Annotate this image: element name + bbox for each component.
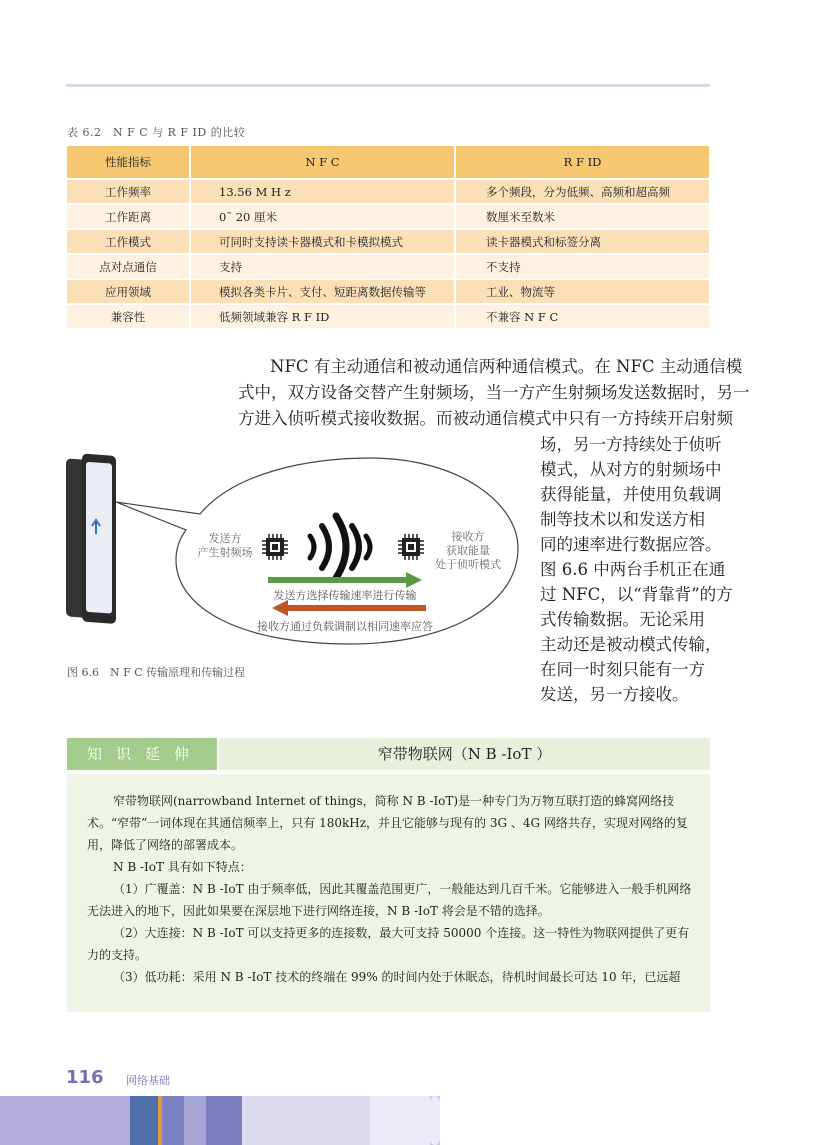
- figure-caption: 图 6.6 N F C 传输原理和传输过程: [67, 666, 246, 679]
- receiver-label: 获取能量: [446, 544, 490, 557]
- paragraph-line: 同的速率进行数据应答。: [540, 535, 722, 554]
- nfc-cell: 13.56 M H z: [190, 179, 455, 204]
- extension-box: [67, 774, 710, 1012]
- nfc-cell: 低频领域兼容 R F ID: [190, 304, 455, 328]
- book-title: 网络基础: [126, 1074, 170, 1087]
- rfid-cell: 工业、物流等: [455, 279, 710, 304]
- paragraph-line: 方进入侦听模式接收数据。而被动通信模式中只有一方持续开启射频: [238, 409, 733, 428]
- table-row: [67, 304, 710, 328]
- back-arrow-label: 接收方通过负载调制以相同速率应答: [257, 620, 433, 633]
- rfid-cell: 多个频段，分为低频、高频和超高频: [455, 179, 710, 204]
- row-label: 工作频率: [67, 179, 190, 204]
- paragraph-line: 在同一时刻只能有一方: [540, 660, 705, 679]
- rfid-cell: 数厘米至数米: [455, 204, 710, 229]
- extension-paragraph: 窄带物联网(narrowband Internet of things，简称 N B -IoT)是一种专门为万物互联打造的蜂窝网络技术。“窄带”一词体现在其通信频率上，只有 180kHz，并且它能够与现有的 3G 、4G 网络共存，实现对网络的复用，降低了网络的部署成本。: [87, 794, 688, 852]
- row-label: 工作距离: [67, 204, 190, 229]
- paragraph-line: 式中，双方设备交替产生射频场，当一方产生射频场发送数据时，另一: [238, 383, 750, 402]
- paragraph-line: 图 6.6 中两台手机正在通: [540, 560, 726, 579]
- forward-arrow-label: 发送方选择传输速率进行传输: [273, 589, 417, 602]
- paragraph-line: 场，另一方持续处于侦听: [540, 435, 722, 454]
- table-row: [67, 229, 710, 254]
- extension-title: 窄带物联网（N B -IoT ）: [219, 738, 710, 770]
- extension-header: [67, 738, 710, 770]
- nfc-diagram: [60, 444, 522, 656]
- header-cell: N F C: [190, 146, 455, 179]
- paragraph-line: 发送，另一方接收。: [540, 685, 689, 704]
- extension-paragraph: N B -IoT 具有如下特点：: [113, 860, 252, 874]
- receiver-label: 处于侦听模式: [435, 558, 501, 571]
- paragraph-line: 获得能量，并使用负载调: [540, 485, 722, 504]
- extension-paragraph: （2）大连接：N B -IoT 可以支持更多的连接数，最大可支持 50000 个连接。这一特性为物联网提供了更有力的支持。: [87, 926, 690, 962]
- rfid-cell: 不支持: [455, 254, 710, 279]
- phone-front-icon: [82, 454, 116, 624]
- paragraph-line: 制等技术以和发送方相: [540, 510, 705, 529]
- row-label: 点对点通信: [67, 254, 190, 279]
- nfc-cell: 支持: [190, 254, 455, 279]
- top-rule: [66, 84, 710, 87]
- table-header-row: [67, 146, 710, 179]
- row-label: 工作模式: [67, 229, 190, 254]
- row-label: 应用领域: [67, 279, 190, 304]
- nfc-cell: 0˜ 20 厘米: [190, 204, 455, 229]
- header-cell: R F ID: [455, 146, 710, 179]
- extension-paragraph: （3）低功耗：采用 N B -IoT 技术的终端在 99% 的时间内处于休眠态，待机时间最长可达 10 年，已远超: [113, 970, 681, 984]
- rfid-cell: 读卡器模式和标签分离: [455, 229, 710, 254]
- extension-tag: 知识延伸: [67, 738, 217, 770]
- paragraph-line: 主动还是被动模式传输，: [540, 635, 722, 654]
- comparison-table: [67, 146, 711, 328]
- row-label: 兼容性: [67, 304, 190, 328]
- nfc-cell: 可同时支持读卡器模式和卡模拟模式: [190, 229, 455, 254]
- header-cell: 性能指标: [67, 146, 190, 179]
- nfc-cell: 模拟各类卡片、支付、短距离数据传输等: [190, 279, 455, 304]
- table-caption: 表 6.2 N F C 与 R F ID 的比较: [67, 126, 246, 139]
- sender-label: 发送方: [208, 532, 242, 545]
- paragraph-line: 模式，从对方的射频场中: [540, 460, 722, 479]
- page-number: 116: [66, 1067, 104, 1088]
- extension-paragraph: （1）广覆盖：N B -IoT 由于频率低，因此其覆盖范围更广，一般能达到几百千米。它能够进入一般手机网络无法进入的地下，因此如果要在深层地下进行网络连接，N B -IoT 将会是不错的选择。: [87, 882, 692, 918]
- table-row: [67, 179, 710, 204]
- paragraph-line: 式传输数据。无论采用: [540, 610, 705, 629]
- table-row: [67, 279, 710, 304]
- paragraph-line: 过 NFC，以“背靠背”的方: [540, 585, 733, 604]
- sender-label: 产生射频场: [197, 546, 253, 559]
- footer-decor-bar: [0, 1096, 440, 1145]
- table-row: [67, 204, 710, 229]
- table-row: [67, 254, 710, 279]
- rfid-cell: 不兼容 N F C: [455, 304, 710, 328]
- paragraph-line: NFC 有主动通信和被动通信两种通信模式。在 NFC 主动通信模: [270, 357, 743, 376]
- receiver-label: 接收方: [451, 530, 485, 543]
